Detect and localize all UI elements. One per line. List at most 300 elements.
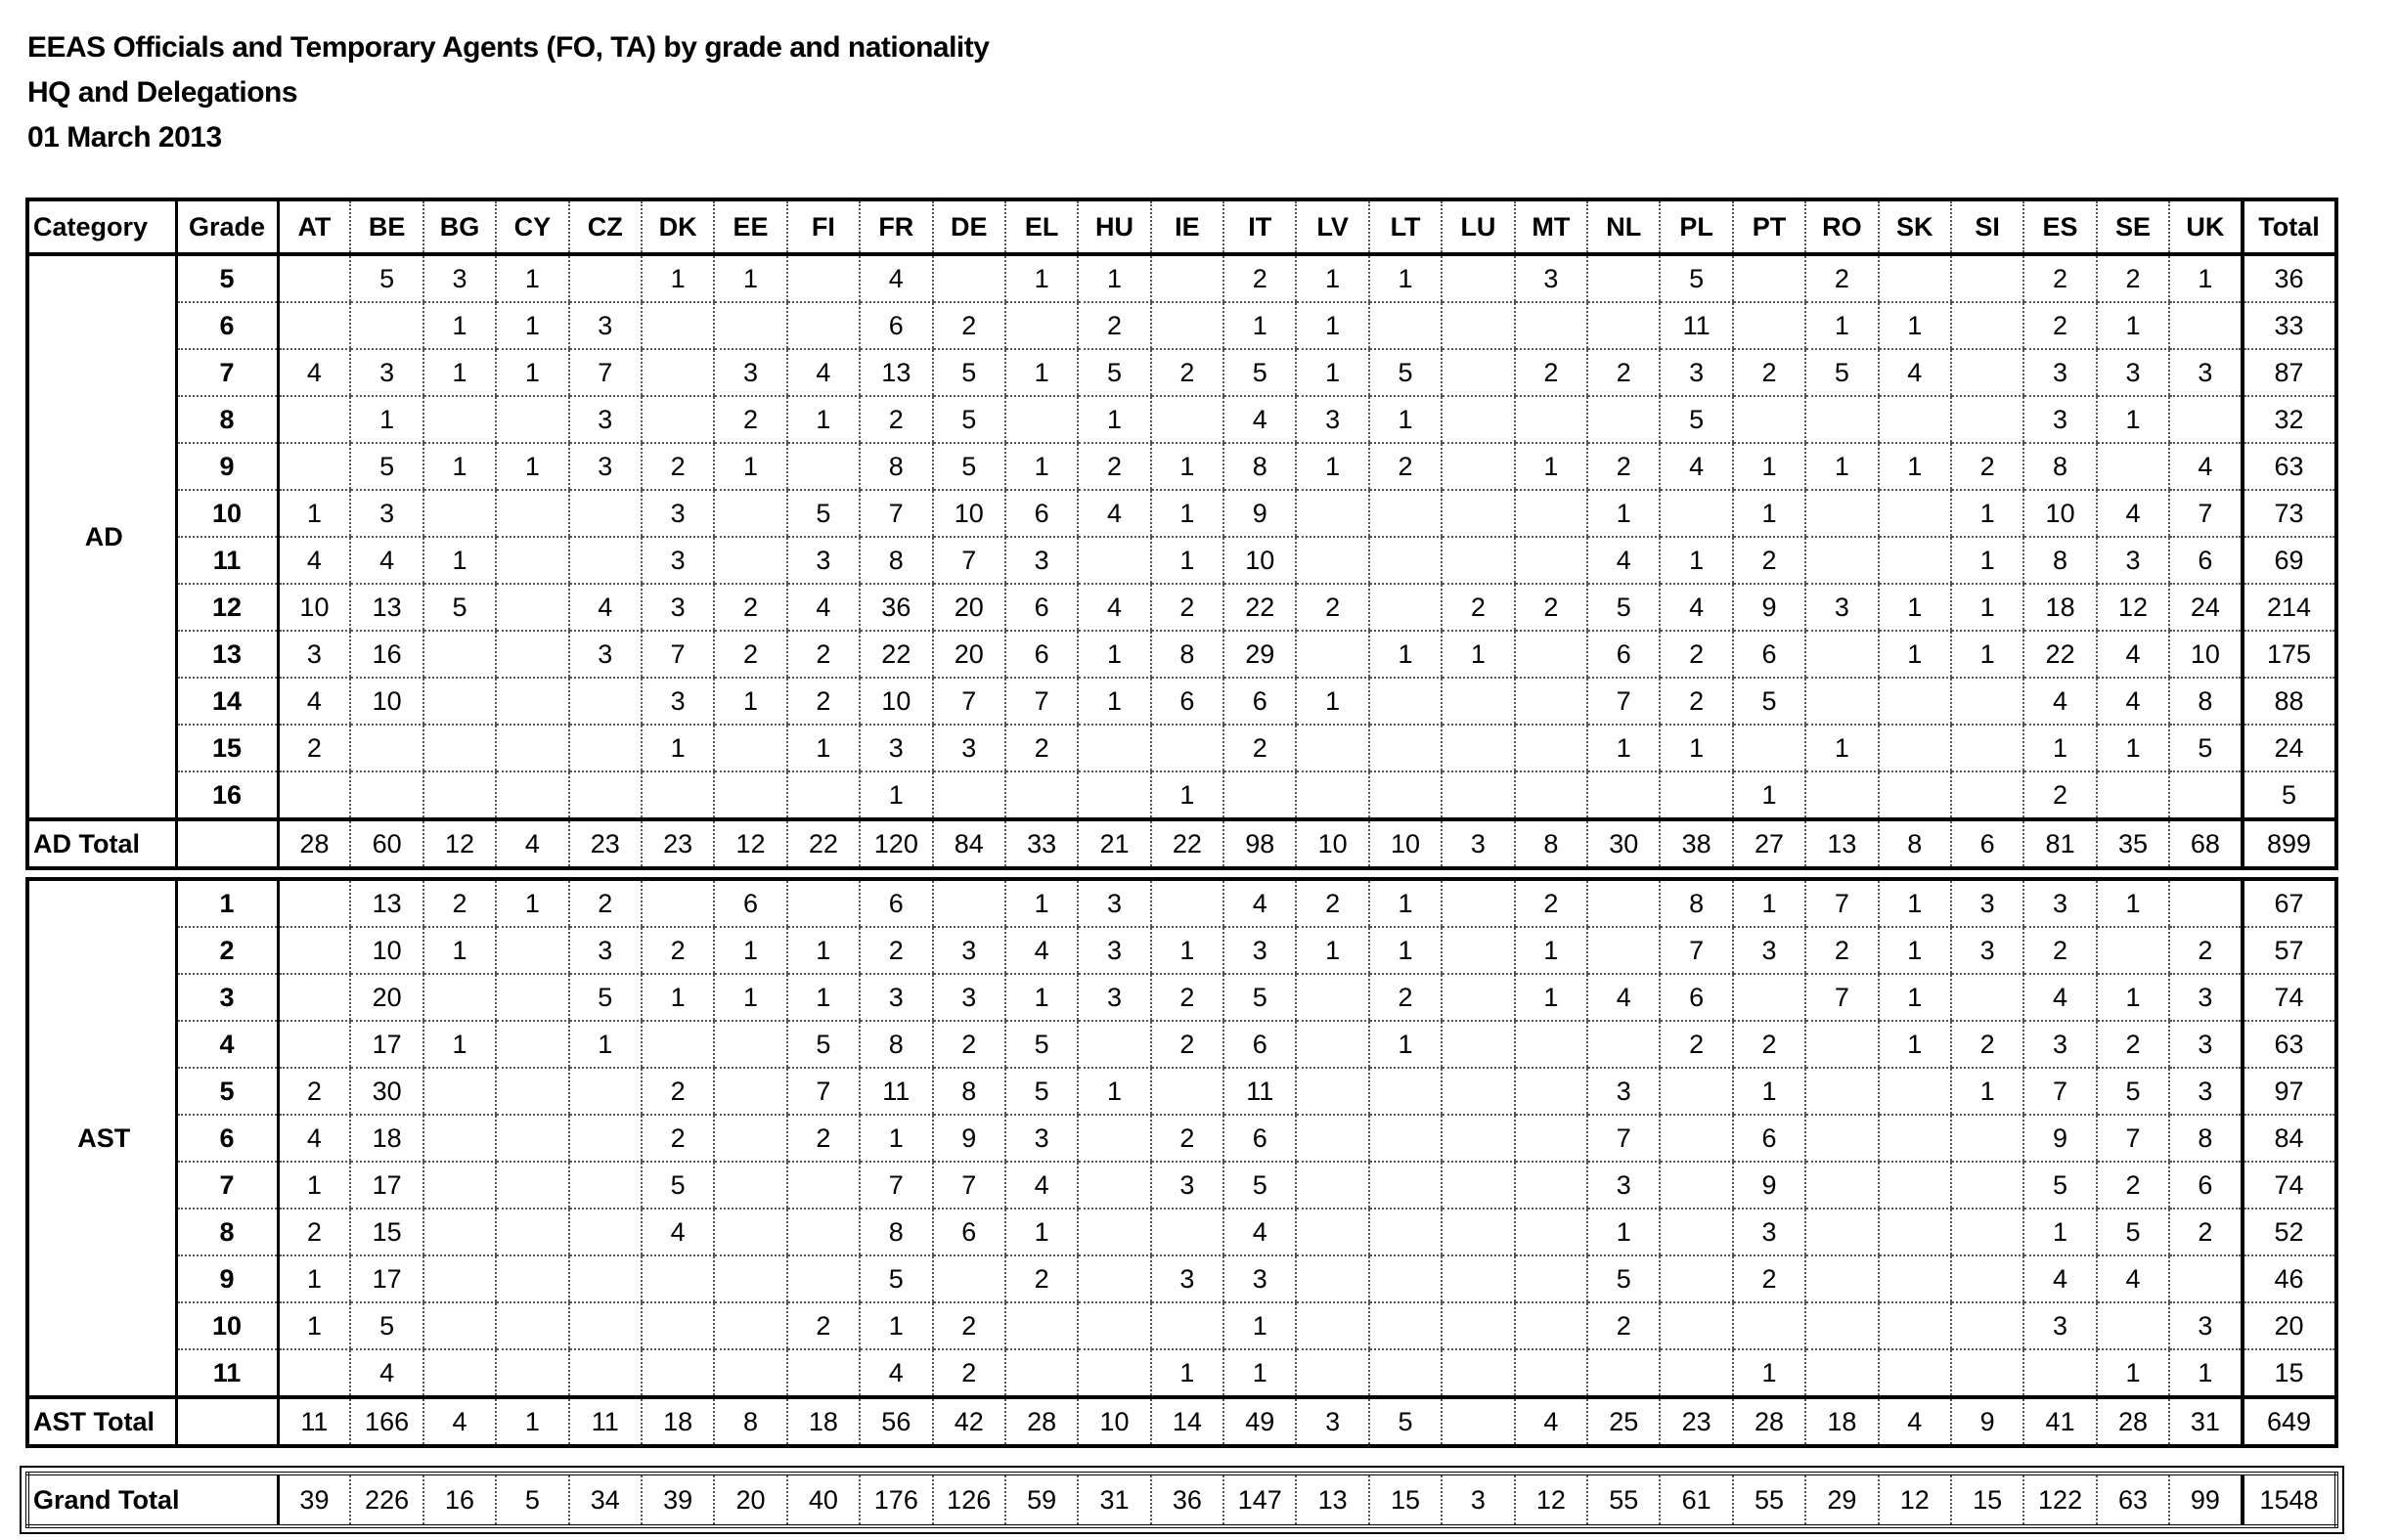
- value-cell: [642, 396, 714, 443]
- table-row: [27, 771, 2336, 819]
- value-cell: 4: [2169, 443, 2242, 490]
- value-cell: [1223, 771, 1296, 819]
- value-cell: [350, 725, 422, 771]
- value-cell: 22: [2023, 631, 2096, 678]
- value-cell: 1: [860, 1302, 932, 1349]
- total-cell: 60: [350, 819, 422, 868]
- value-cell: [714, 771, 786, 819]
- value-cell: [423, 974, 496, 1021]
- value-cell: [278, 879, 350, 927]
- value-cell: 6: [933, 1209, 1005, 1255]
- value-cell: [1442, 349, 1514, 396]
- value-cell: 4: [2097, 490, 2169, 537]
- value-cell: [1442, 1302, 1514, 1349]
- value-cell: 3: [1151, 1162, 1223, 1209]
- value-cell: [496, 974, 568, 1021]
- value-cell: 1: [423, 443, 496, 490]
- value-cell: [1879, 678, 1951, 725]
- total-cell: 12: [714, 819, 786, 868]
- value-cell: 3: [1805, 584, 1878, 631]
- value-cell: 1: [1078, 396, 1150, 443]
- value-cell: 3: [2023, 879, 2096, 927]
- total-cell: 4: [1515, 1397, 1587, 1446]
- grade-cell: 3: [176, 974, 278, 1021]
- value-cell: 11: [1660, 302, 1732, 349]
- value-cell: [569, 1115, 642, 1162]
- value-cell: 1: [278, 1255, 350, 1302]
- value-cell: [1660, 1115, 1732, 1162]
- value-cell: 2: [1078, 443, 1150, 490]
- value-cell: 2: [642, 927, 714, 974]
- row-total-cell: 15: [2243, 1349, 2336, 1397]
- value-cell: 2: [1151, 584, 1223, 631]
- value-cell: 3: [1223, 1255, 1296, 1302]
- grand-total-cell: 226: [350, 1474, 422, 1526]
- value-cell: 2: [1005, 1255, 1078, 1302]
- grand-total-cell: 63: [2097, 1474, 2169, 1526]
- grand-total-cell: 15: [1951, 1474, 2023, 1526]
- value-cell: [1879, 771, 1951, 819]
- total-cell: 25: [1587, 1397, 1660, 1446]
- row-total-cell: 87: [2243, 349, 2336, 396]
- value-cell: [1078, 537, 1150, 584]
- value-cell: [1296, 490, 1368, 537]
- value-cell: [787, 879, 860, 927]
- value-cell: 4: [787, 584, 860, 631]
- total-cell: 84: [933, 819, 1005, 868]
- value-cell: [1515, 1115, 1587, 1162]
- value-cell: 1: [496, 443, 568, 490]
- value-cell: [1660, 1209, 1732, 1255]
- value-cell: [1879, 490, 1951, 537]
- grade-cell: 6: [176, 1115, 278, 1162]
- value-cell: [1515, 1255, 1587, 1302]
- value-cell: 2: [1369, 443, 1442, 490]
- value-cell: 1: [2169, 254, 2242, 302]
- value-cell: [1078, 1302, 1150, 1349]
- value-cell: [1587, 771, 1660, 819]
- value-cell: [1879, 1209, 1951, 1255]
- column-header: RO: [1805, 199, 1878, 254]
- value-cell: [1151, 1068, 1223, 1115]
- value-cell: 3: [350, 490, 422, 537]
- value-cell: 6: [860, 302, 932, 349]
- value-cell: [1005, 302, 1078, 349]
- value-cell: 7: [1587, 678, 1660, 725]
- total-cell: 8: [1515, 819, 1587, 868]
- value-cell: [1442, 1162, 1514, 1209]
- value-cell: [1296, 1021, 1368, 1068]
- grade-cell: 9: [176, 443, 278, 490]
- value-cell: [2097, 443, 2169, 490]
- value-cell: [1879, 1115, 1951, 1162]
- value-cell: 3: [569, 927, 642, 974]
- value-cell: 20: [933, 584, 1005, 631]
- value-cell: 8: [1223, 443, 1296, 490]
- grand-total-cell: 55: [1587, 1474, 1660, 1526]
- value-cell: [1587, 254, 1660, 302]
- value-cell: 4: [1587, 974, 1660, 1021]
- total-cell: 56: [860, 1397, 932, 1446]
- table-row: [27, 1255, 2336, 1302]
- value-cell: [1733, 302, 1805, 349]
- value-cell: 1: [423, 349, 496, 396]
- value-cell: [933, 254, 1005, 302]
- value-cell: 2: [1005, 725, 1078, 771]
- value-cell: 7: [860, 1162, 932, 1209]
- value-cell: 2: [787, 631, 860, 678]
- value-cell: [1660, 1349, 1732, 1397]
- value-cell: [1951, 254, 2023, 302]
- value-cell: [1951, 1209, 2023, 1255]
- grade-cell: 10: [176, 1302, 278, 1349]
- value-cell: 3: [1515, 254, 1587, 302]
- report-title: EEAS Officials and Temporary Agents (FO, TA) by grade and nationality: [27, 31, 990, 64]
- value-cell: 12: [2097, 584, 2169, 631]
- value-cell: [787, 1349, 860, 1397]
- value-cell: [1805, 771, 1878, 819]
- value-cell: 1: [1951, 490, 2023, 537]
- value-cell: 1: [1951, 631, 2023, 678]
- value-cell: 8: [2169, 1115, 2242, 1162]
- value-cell: 1: [1805, 443, 1878, 490]
- value-cell: [642, 1255, 714, 1302]
- value-cell: 7: [2023, 1068, 2096, 1115]
- value-cell: 20: [350, 974, 422, 1021]
- value-cell: 7: [933, 1162, 1005, 1209]
- value-cell: [1587, 879, 1660, 927]
- grade-cell: 8: [176, 396, 278, 443]
- total-cell: 33: [1005, 819, 1078, 868]
- value-cell: [423, 490, 496, 537]
- value-cell: [1078, 1349, 1150, 1397]
- value-cell: [1078, 1255, 1150, 1302]
- value-cell: 2: [2097, 1162, 2169, 1209]
- value-cell: [423, 1068, 496, 1115]
- grand-total-cell: 126: [933, 1474, 1005, 1526]
- value-cell: [714, 1068, 786, 1115]
- value-cell: 1: [1296, 254, 1368, 302]
- value-cell: [1442, 879, 1514, 927]
- value-cell: 13: [350, 879, 422, 927]
- row-total-cell: 57: [2243, 927, 2336, 974]
- value-cell: 1: [1879, 631, 1951, 678]
- value-cell: 2: [1733, 1255, 1805, 1302]
- table-row: [27, 1162, 2336, 1209]
- value-cell: [1442, 1349, 1514, 1397]
- table-row: [27, 1068, 2336, 1115]
- row-total-cell: 24: [2243, 725, 2336, 771]
- total-cell: 28: [1733, 1397, 1805, 1446]
- value-cell: 7: [787, 1068, 860, 1115]
- value-cell: 7: [933, 537, 1005, 584]
- value-cell: [569, 1068, 642, 1115]
- value-cell: [1951, 771, 2023, 819]
- value-cell: 1: [787, 725, 860, 771]
- value-cell: 5: [1587, 1255, 1660, 1302]
- table-row: [27, 879, 2336, 927]
- value-cell: 2: [2023, 927, 2096, 974]
- value-cell: 1: [1951, 584, 2023, 631]
- grand-total-cell: 122: [2023, 1474, 2096, 1526]
- value-cell: [1805, 1209, 1878, 1255]
- value-cell: [1805, 1068, 1878, 1115]
- value-cell: 2: [1296, 584, 1368, 631]
- value-cell: 1: [423, 1021, 496, 1068]
- column-header: SI: [1951, 199, 2023, 254]
- value-cell: [642, 771, 714, 819]
- value-cell: [1515, 490, 1587, 537]
- grade-cell: 9: [176, 1255, 278, 1302]
- total-cell: 22: [787, 819, 860, 868]
- value-cell: [642, 1021, 714, 1068]
- value-cell: [350, 771, 422, 819]
- value-cell: [1879, 396, 1951, 443]
- value-cell: 2: [1733, 1021, 1805, 1068]
- value-cell: 2: [787, 678, 860, 725]
- column-header: CZ: [569, 199, 642, 254]
- total-cell: 12: [423, 819, 496, 868]
- table-row: [27, 396, 2336, 443]
- value-cell: 1: [1005, 974, 1078, 1021]
- value-cell: 6: [1005, 631, 1078, 678]
- value-cell: 3: [1223, 927, 1296, 974]
- table-row: [27, 927, 2336, 974]
- column-header: DE: [933, 199, 1005, 254]
- grand-total-cell: 29: [1805, 1474, 1878, 1526]
- value-cell: [1442, 771, 1514, 819]
- value-cell: 3: [1660, 349, 1732, 396]
- table-row: [27, 1302, 2336, 1349]
- total-label: AST Total: [27, 1397, 176, 1446]
- total-cell: 10: [1078, 1397, 1150, 1446]
- value-cell: 3: [642, 584, 714, 631]
- grand-total-cell: 15: [1369, 1474, 1442, 1526]
- total-cell: 3: [1442, 819, 1514, 868]
- total-cell: 21: [1078, 819, 1150, 868]
- grade-cell: 2: [176, 927, 278, 974]
- value-cell: [1296, 1068, 1368, 1115]
- value-cell: [569, 254, 642, 302]
- total-cell: 23: [569, 819, 642, 868]
- value-cell: 3: [1951, 879, 2023, 927]
- value-cell: 6: [1587, 631, 1660, 678]
- value-cell: 3: [2169, 1068, 2242, 1115]
- value-cell: 1: [714, 443, 786, 490]
- value-cell: 1: [1805, 302, 1878, 349]
- value-cell: [1078, 725, 1150, 771]
- value-cell: [1005, 771, 1078, 819]
- value-cell: 4: [2097, 1255, 2169, 1302]
- value-cell: [278, 254, 350, 302]
- total-cell: 35: [2097, 819, 2169, 868]
- value-cell: [1296, 725, 1368, 771]
- value-cell: 3: [2169, 1302, 2242, 1349]
- value-cell: 1: [860, 1115, 932, 1162]
- value-cell: 5: [2097, 1209, 2169, 1255]
- value-cell: 9: [2023, 1115, 2096, 1162]
- value-cell: [423, 678, 496, 725]
- value-cell: 1: [1587, 725, 1660, 771]
- value-cell: 22: [1223, 584, 1296, 631]
- value-cell: 1: [1369, 879, 1442, 927]
- value-cell: 2: [1151, 1115, 1223, 1162]
- value-cell: 2: [1151, 1021, 1223, 1068]
- value-cell: 7: [933, 678, 1005, 725]
- table-row: [27, 631, 2336, 678]
- grand-total-cell: 31: [1078, 1474, 1150, 1526]
- column-header: SE: [2097, 199, 2169, 254]
- column-header: EE: [714, 199, 786, 254]
- value-cell: 3: [1005, 1115, 1078, 1162]
- value-cell: 22: [860, 631, 932, 678]
- value-cell: [714, 1162, 786, 1209]
- value-cell: [1951, 302, 2023, 349]
- value-cell: 5: [860, 1255, 932, 1302]
- value-cell: 1: [787, 927, 860, 974]
- value-cell: [423, 1302, 496, 1349]
- value-cell: 5: [1223, 349, 1296, 396]
- value-cell: [1660, 1162, 1732, 1209]
- total-cell: 166: [350, 1397, 422, 1446]
- value-cell: 3: [2023, 396, 2096, 443]
- value-cell: 4: [2023, 678, 2096, 725]
- row-total-cell: 5: [2243, 771, 2336, 819]
- total-cell: 68: [2169, 819, 2242, 868]
- value-cell: [1951, 678, 2023, 725]
- total-label: AD Total: [27, 819, 176, 868]
- value-cell: 2: [933, 1302, 1005, 1349]
- total-cell: 14: [1151, 1397, 1223, 1446]
- value-cell: [714, 725, 786, 771]
- value-cell: 20: [933, 631, 1005, 678]
- value-cell: 1: [2097, 879, 2169, 927]
- value-cell: 3: [714, 349, 786, 396]
- value-cell: [1951, 1349, 2023, 1397]
- value-cell: 29: [1223, 631, 1296, 678]
- value-cell: 4: [1223, 396, 1296, 443]
- value-cell: 2: [714, 584, 786, 631]
- value-cell: [1005, 1302, 1078, 1349]
- value-cell: [1296, 1302, 1368, 1349]
- grand-total-cell: 36: [1151, 1474, 1223, 1526]
- value-cell: 1: [1151, 537, 1223, 584]
- grade-cell: 12: [176, 584, 278, 631]
- value-cell: [569, 771, 642, 819]
- value-cell: 6: [1151, 678, 1223, 725]
- column-header: Grade: [176, 199, 278, 254]
- value-cell: [2169, 879, 2242, 927]
- value-cell: [1151, 302, 1223, 349]
- value-cell: [1369, 1349, 1442, 1397]
- value-cell: 1: [278, 1302, 350, 1349]
- value-cell: 1: [1515, 927, 1587, 974]
- value-cell: [278, 1349, 350, 1397]
- value-cell: [496, 1255, 568, 1302]
- value-cell: [1879, 1255, 1951, 1302]
- row-total-cell: 67: [2243, 879, 2336, 927]
- value-cell: 3: [2023, 1302, 2096, 1349]
- grand-total-cell: 176: [860, 1474, 932, 1526]
- value-cell: 5: [2169, 725, 2242, 771]
- row-total-cell: 74: [2243, 974, 2336, 1021]
- value-cell: [1442, 537, 1514, 584]
- grand-total-table: [25, 1472, 2338, 1528]
- value-cell: 1: [642, 974, 714, 1021]
- value-cell: 1: [1733, 490, 1805, 537]
- value-cell: [1879, 1162, 1951, 1209]
- total-cell: 22: [1151, 819, 1223, 868]
- value-cell: [2169, 396, 2242, 443]
- value-cell: 36: [860, 584, 932, 631]
- value-cell: [1951, 725, 2023, 771]
- total-cell: 4: [1879, 1397, 1951, 1446]
- value-cell: [496, 537, 568, 584]
- value-cell: 1: [642, 254, 714, 302]
- grade-cell: 5: [176, 1068, 278, 1115]
- grand-total-label: Grand Total: [33, 1484, 180, 1515]
- value-cell: 1: [1733, 771, 1805, 819]
- value-cell: [278, 927, 350, 974]
- value-cell: [496, 1021, 568, 1068]
- total-cell: [1442, 1397, 1514, 1446]
- value-cell: 1: [278, 490, 350, 537]
- value-cell: [278, 1021, 350, 1068]
- column-header: DK: [642, 199, 714, 254]
- value-cell: [1660, 771, 1732, 819]
- value-cell: 8: [860, 1021, 932, 1068]
- value-cell: [1078, 1115, 1150, 1162]
- total-cell: 23: [1660, 1397, 1732, 1446]
- value-cell: 1: [1078, 254, 1150, 302]
- total-cell: 41: [2023, 1397, 2096, 1446]
- value-cell: [496, 678, 568, 725]
- value-cell: [1660, 1255, 1732, 1302]
- value-cell: 5: [1660, 254, 1732, 302]
- value-cell: 5: [787, 1021, 860, 1068]
- value-cell: 4: [860, 254, 932, 302]
- value-cell: 2: [1515, 879, 1587, 927]
- value-cell: 4: [2097, 631, 2169, 678]
- value-cell: [1369, 584, 1442, 631]
- value-cell: [1805, 1021, 1878, 1068]
- value-cell: [1296, 974, 1368, 1021]
- value-cell: 2: [933, 1021, 1005, 1068]
- value-cell: 3: [1587, 1162, 1660, 1209]
- value-cell: [642, 1302, 714, 1349]
- value-cell: [1442, 1115, 1514, 1162]
- value-cell: 1: [423, 927, 496, 974]
- grand-total-cell: 13: [1296, 1474, 1368, 1526]
- value-cell: 8: [1151, 631, 1223, 678]
- value-cell: 6: [1005, 584, 1078, 631]
- section-total-row: [27, 1397, 2336, 1446]
- row-total-cell: 63: [2243, 443, 2336, 490]
- value-cell: 3: [1078, 974, 1150, 1021]
- value-cell: 4: [278, 678, 350, 725]
- value-cell: 3: [1733, 1209, 1805, 1255]
- value-cell: [1442, 678, 1514, 725]
- total-cell: 18: [787, 1397, 860, 1446]
- value-cell: [787, 771, 860, 819]
- value-cell: [1805, 631, 1878, 678]
- column-header: EL: [1005, 199, 1078, 254]
- value-cell: [423, 396, 496, 443]
- value-cell: [1369, 302, 1442, 349]
- value-cell: 1: [1078, 631, 1150, 678]
- value-cell: [642, 349, 714, 396]
- value-cell: [278, 974, 350, 1021]
